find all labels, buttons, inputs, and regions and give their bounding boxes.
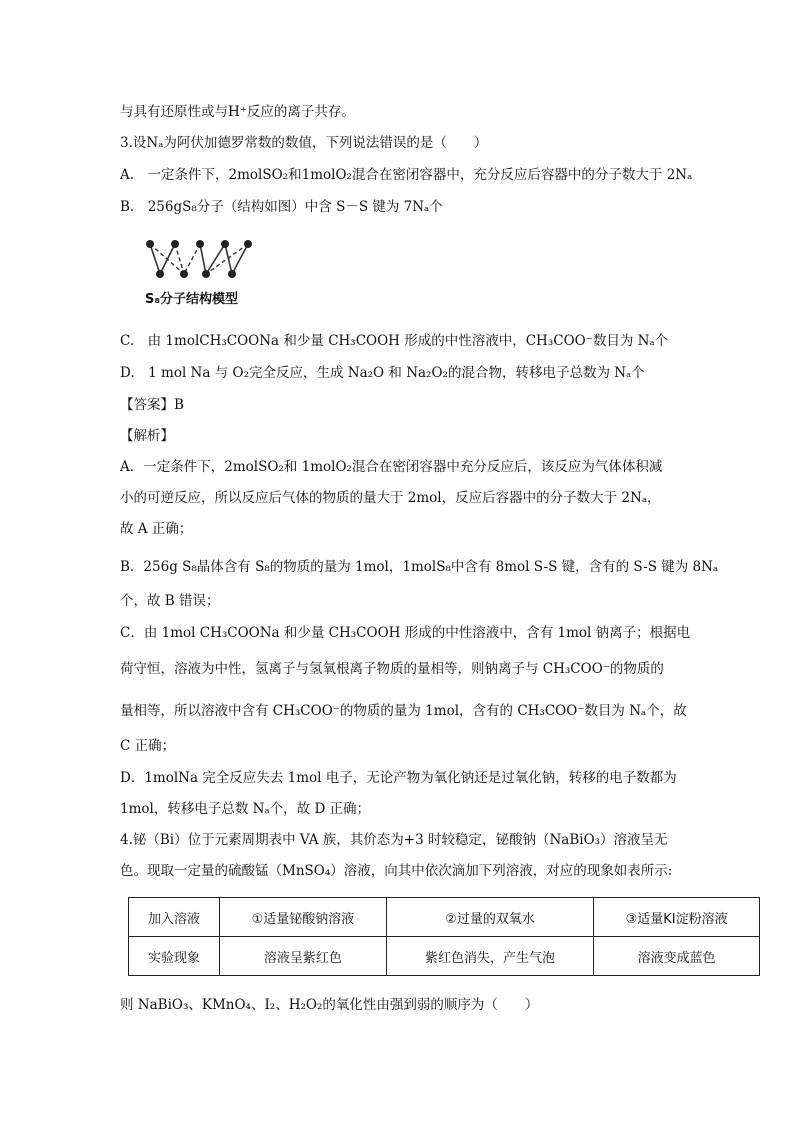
figure-caption: S₈分子结构模型 bbox=[145, 292, 239, 307]
table-cell: 紫红色消失，产生气泡 bbox=[386, 937, 594, 976]
explanation-a: 故 A 正确； bbox=[120, 521, 193, 537]
table-cell: 溶液变成蓝色 bbox=[594, 937, 760, 976]
table-cell: 溶液呈紫红色 bbox=[220, 937, 387, 976]
explanation-a: A．一定条件下，2molSO₂和 1molO₂混合在密闭容器中充分反应后，该反应为气体体积减 bbox=[120, 459, 663, 475]
table-cell: ③适量KI淀粉溶液 bbox=[594, 898, 760, 937]
explanation-c: 荷守恒，溶液为中性，氢离子与氢氧根离子物质的量相等，则钠离子与 CH₃COO⁻的物质的 bbox=[120, 661, 664, 677]
table-cell: 实验现象 bbox=[129, 937, 220, 976]
experiment-table bbox=[128, 897, 760, 976]
option-b: B. 256gS₈分子（结构如图）中含 S－S 键为 7Nₐ个 bbox=[120, 199, 443, 215]
text-line: 与具有还原性或与H⁺反应的离子共存。 bbox=[120, 104, 355, 120]
analysis-heading: 【解析】 bbox=[120, 428, 174, 444]
explanation-d: 1mol，转移电子总数 Nₐ个，故 D 正确； bbox=[120, 801, 371, 817]
explanation-c: C．由 1mol CH₃COONa 和少量 CH₃COOH 形成的中性溶液中，含有 1mol 钠离子；根据电 bbox=[120, 625, 691, 641]
explanation-b: 个，故 B 错误； bbox=[120, 593, 220, 609]
table-cell: ②过量的双氧水 bbox=[386, 898, 594, 937]
question-4-stem: 色。现取一定量的硫酸锰（MnSO₄）溶液，向其中依次滴加下列溶液，对应的现象如表所示: bbox=[120, 863, 673, 879]
answer: 【答案】B bbox=[120, 397, 184, 413]
question-3-stem: 3.设Nₐ为阿伏加德罗常数的数值，下列说法错误的是（ ） bbox=[120, 135, 488, 151]
explanation-c: C 正确； bbox=[120, 738, 176, 754]
table-cell: 加入溶液 bbox=[129, 898, 220, 937]
table-row bbox=[129, 937, 760, 976]
table-cell: ①适量铋酸钠溶液 bbox=[220, 898, 387, 937]
explanation-d: D．1molNa 完全反应失去 1mol 电子，无论产物为氧化钠还是过氧化钠，转移的电子数都为 bbox=[120, 770, 677, 786]
question-4-stem: 4.铋（Bi）位于元素周期表中 VA 族，其价态为+3 时较稳定，铋酸钠（NaBiO₃）溶液呈无 bbox=[120, 832, 668, 848]
option-a: A. 一定条件下，2molSO₂和1molO₂混合在密闭容器中，充分反应后容器中的分子数大于 2Nₐ bbox=[120, 167, 693, 183]
option-c: C. 由 1molCH₃COONa 和少量 CH₃COOH 形成的中性溶液中，CH₃COO⁻数目为 Nₐ个 bbox=[120, 333, 669, 349]
explanation-c: 量相等，所以溶液中含有 CH₃COO⁻的物质的量为 1mol，含有的 CH₃COO⁻数目为 Nₐ个，故 bbox=[120, 703, 687, 719]
question-4-prompt: 则 NaBiO₃、KMnO₄、I₂、H₂O₂的氧化性由强到弱的顺序为（ ） bbox=[120, 997, 539, 1013]
option-d: D. 1 mol Na 与 O₂完全反应，生成 Na₂O 和 Na₂O₂的混合物，转移电子总数为 Nₐ个 bbox=[120, 365, 645, 381]
explanation-b: B．256g S₈晶体含有 S₈的物质的量为 1mol，1molS₈中含有 8mol S-S 键，含有的 S-S 键为 8Nₐ bbox=[120, 559, 719, 575]
explanation-a: 小的可逆反应，所以反应后气体的物质的量大于 2mol，反应后容器中的分子数大于 2Nₐ， bbox=[120, 490, 661, 506]
table-row bbox=[129, 898, 760, 937]
